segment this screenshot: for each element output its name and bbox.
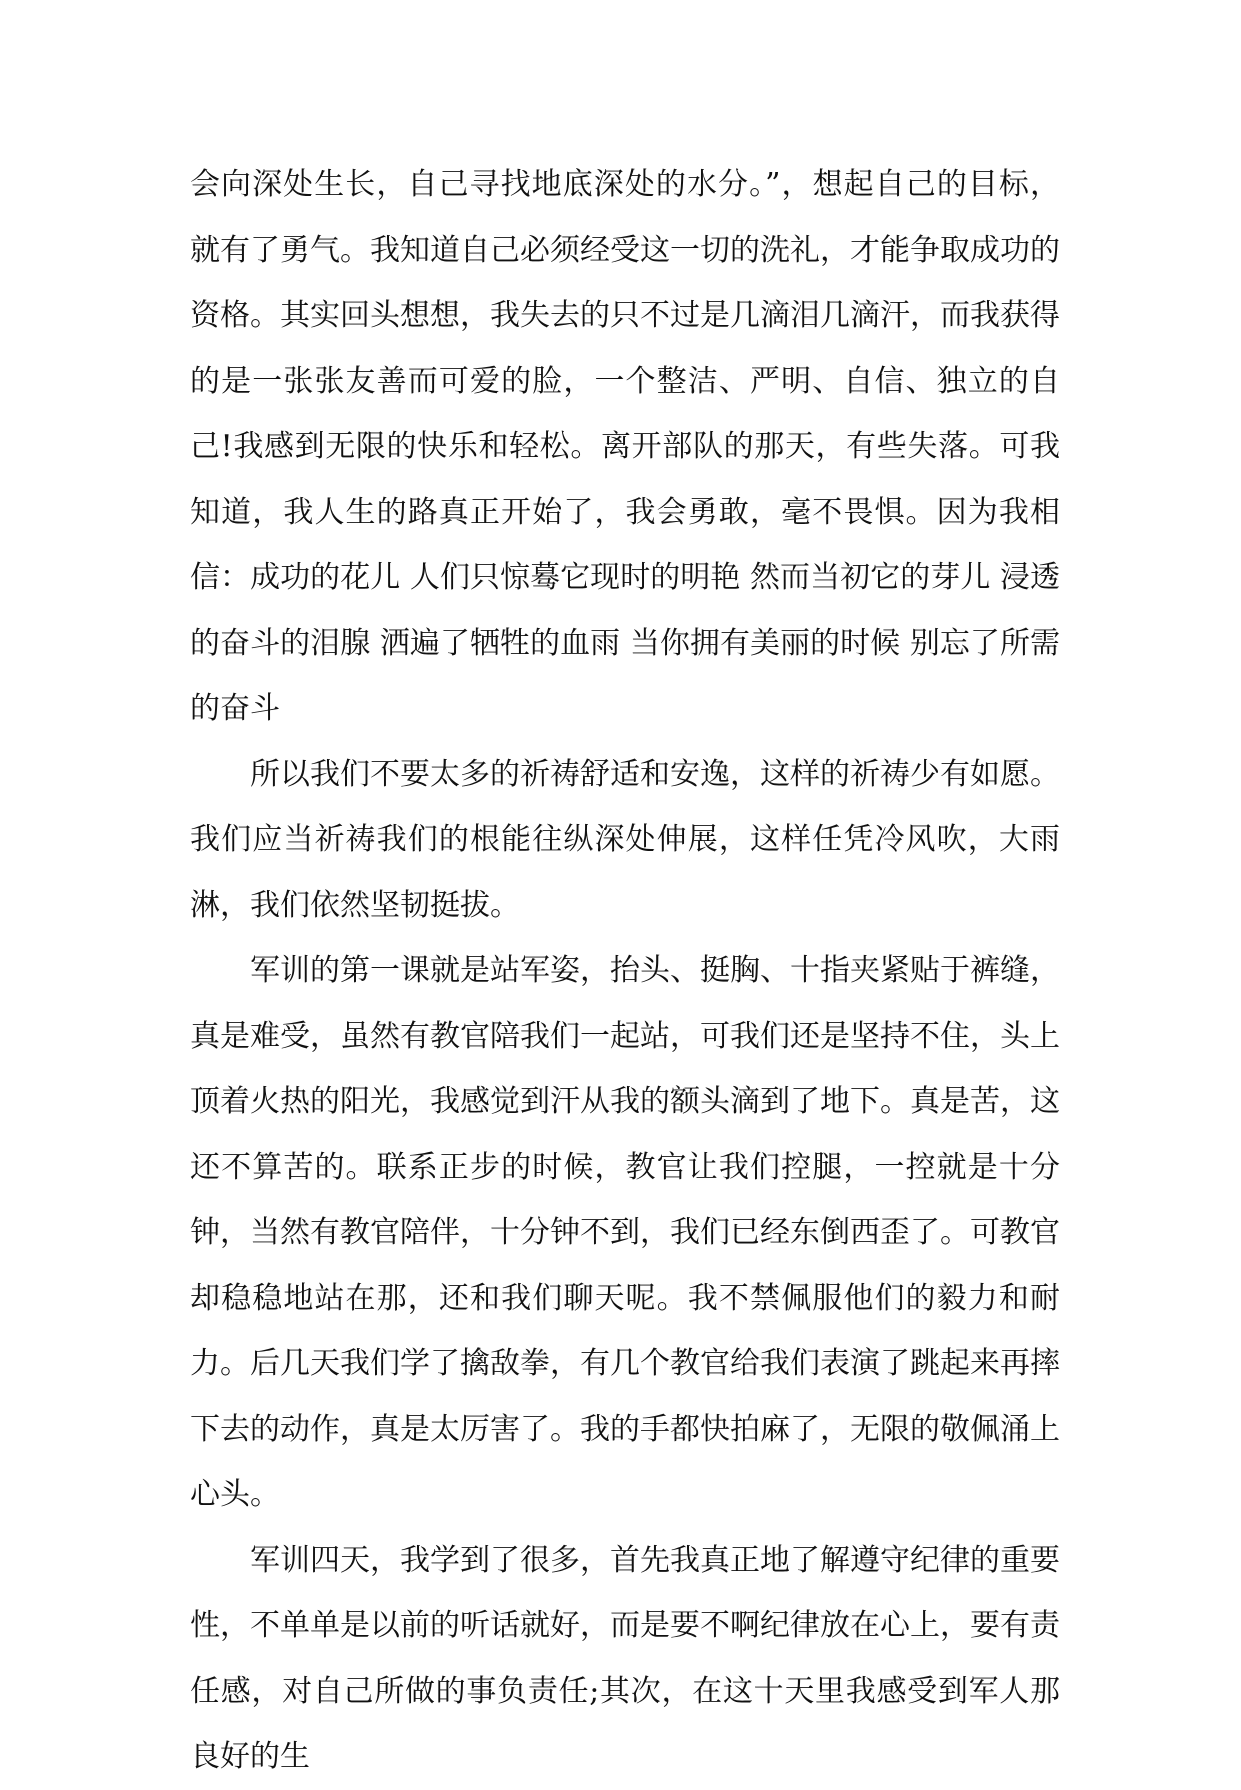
paragraph-continuation: 会向深处生长，自己寻找地底深处的水分。”，想起自己的目标，就有了勇气。我知道自己必须经受这一切的洗礼，才能争取成功的资格。其实回头想想，我失去的只不过是几滴泪几滴汗，而我获得的是一张张友善而可爱的脸，一个整洁、严明、自信、独立的自己!我感到无限的快乐和轻松。离开部队的那天，有些失落。可我知道，我人生的路真正开始了，我会勇敢，毫不畏惧。因为我相信：成功的花儿 人们只惊蓦它现时的明艳 然而当初它的芽儿 浸透的奋斗的泪腺 洒遍了牺牲的血雨 当你拥有美丽的时候 别忘了所需的奋斗 bbox=[190, 167, 1060, 726]
paragraph-prayer: 所以我们不要太多的祈祷舒适和安逸，这样的祈祷少有如愿。我们应当祈祷我们的根能往纵深处伸展，这样任凭冷风吹，大雨淋，我们依然坚韧挺拔。 bbox=[190, 756, 1060, 923]
paragraph-four-days: 军训四天，我学到了很多，首先我真正地了解遵守纪律的重要性，不单单是以前的听话就好，而是要不啊纪律放在心上，要有责任感，对自己所做的事负责任;其次，在这十天里我感受到军人那良好的生 bbox=[190, 1542, 1060, 1774]
body-text bbox=[190, 152, 1060, 1790]
paragraph-first-lesson: 军训的第一课就是站军姿，抬头、挺胸、十指夹紧贴于裤缝，真是难受，虽然有教官陪我们一起站，可我们还是坚持不住，头上顶着火热的阳光，我感觉到汗从我的额头滴到了地下。真是苦，这还不算苦的。联系正步的时候，教官让我们控腿，一控就是十分钟，当然有教官陪伴，十分钟不到，我们已经东倒西歪了。可教官却稳稳地站在那，还和我们聊天呢。我不禁佩服他们的毅力和耐力。后几天我们学了擒敌拳，有几个教官给我们表演了跳起来再摔下去的动作，真是太厉害了。我的手都快拍麻了，无限的敬佩涌上心头。 bbox=[190, 953, 1060, 1512]
